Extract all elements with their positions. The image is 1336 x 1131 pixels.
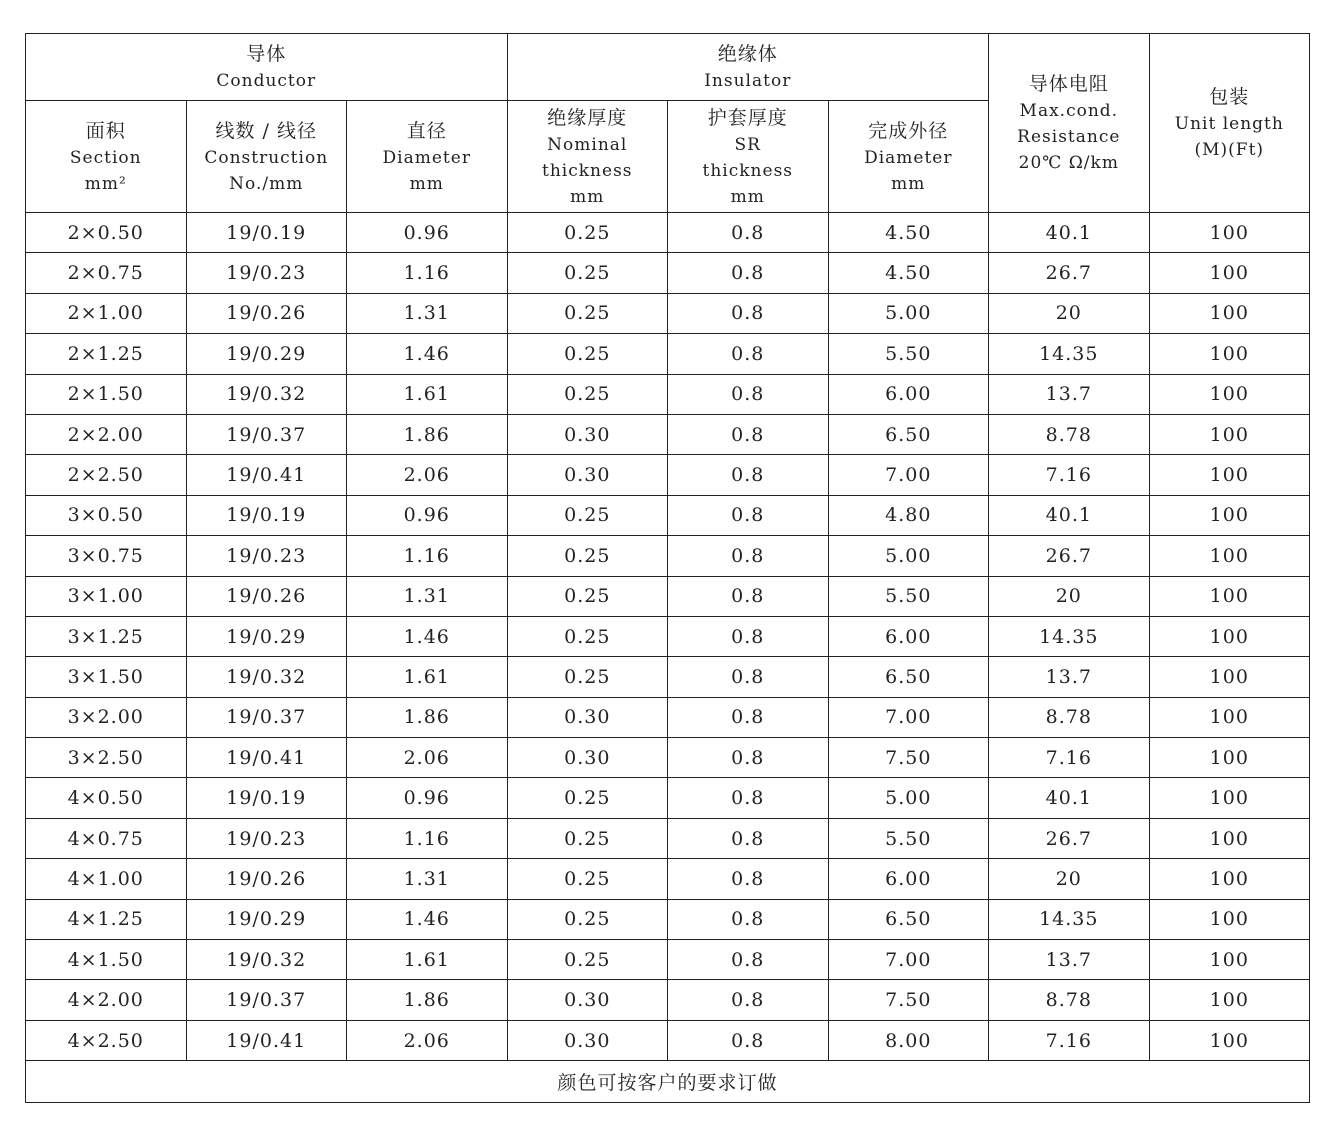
- sheath-thickness-cell: 0.8: [668, 657, 829, 697]
- diameter-header: [347, 101, 508, 213]
- section-cell: 4×2.50: [26, 1020, 187, 1060]
- table-row: [26, 414, 1310, 454]
- construction-cell: 19/0.19: [186, 213, 347, 253]
- insulation-thickness-en-1: Nominal: [547, 134, 628, 155]
- section-cell: 3×0.75: [26, 536, 187, 576]
- table-row: [26, 778, 1310, 818]
- diameter-cell: 1.86: [347, 414, 508, 454]
- diameter-cell: 1.86: [347, 980, 508, 1020]
- resistance-cell: 8.78: [989, 697, 1150, 737]
- package-cell: 100: [1149, 818, 1310, 858]
- resistance-cell: 26.7: [989, 536, 1150, 576]
- construction-cell: 19/0.32: [186, 657, 347, 697]
- section-cell: 2×0.75: [26, 253, 187, 293]
- sheath-thickness-cell: 0.8: [668, 293, 829, 333]
- outer-diameter-cell: 7.00: [828, 940, 989, 980]
- diameter-cell: 1.31: [347, 576, 508, 616]
- resistance-cell: 7.16: [989, 455, 1150, 495]
- diameter-cell: 1.61: [347, 657, 508, 697]
- outer-diameter-cell: 8.00: [828, 1020, 989, 1060]
- diameter-cell: 1.46: [347, 334, 508, 374]
- section-unit: mm²: [84, 173, 127, 194]
- resistance-en-2: Resistance: [1017, 127, 1121, 147]
- package-cell: 100: [1149, 334, 1310, 374]
- conductor-group-header: [26, 34, 508, 101]
- outer-diameter-zh: 完成外径: [868, 119, 949, 142]
- insulation-thickness-cell: 0.25: [507, 374, 668, 414]
- sheath-thickness-cell: 0.8: [668, 697, 829, 737]
- resistance-cell: 13.7: [989, 657, 1150, 697]
- section-cell: 4×1.25: [26, 899, 187, 939]
- table-row: [26, 980, 1310, 1020]
- outer-diameter-cell: 6.50: [828, 414, 989, 454]
- outer-diameter-unit: mm: [891, 173, 926, 194]
- table-row: [26, 616, 1310, 656]
- outer-diameter-cell: 6.00: [828, 374, 989, 414]
- construction-unit: No./mm: [229, 173, 304, 194]
- construction-cell: 19/0.26: [186, 293, 347, 333]
- package-cell: 100: [1149, 738, 1310, 778]
- diameter-cell: 0.96: [347, 495, 508, 535]
- construction-cell: 19/0.29: [186, 334, 347, 374]
- outer-diameter-cell: 5.50: [828, 576, 989, 616]
- sheath-thickness-cell: 0.8: [668, 940, 829, 980]
- sheath-thickness-cell: 0.8: [668, 576, 829, 616]
- insulation-thickness-cell: 0.25: [507, 334, 668, 374]
- package-zh: 包装: [1209, 86, 1250, 108]
- insulation-thickness-cell: 0.25: [507, 576, 668, 616]
- table-row: [26, 576, 1310, 616]
- section-cell: 2×1.50: [26, 374, 187, 414]
- table-row: [26, 455, 1310, 495]
- insulation-thickness-cell: 0.25: [507, 940, 668, 980]
- sheath-thickness-cell: 0.8: [668, 414, 829, 454]
- construction-en: Construction: [204, 147, 329, 168]
- sheath-thickness-cell: 0.8: [668, 1020, 829, 1060]
- construction-cell: 19/0.23: [186, 253, 347, 293]
- sheath-thickness-cell: 0.8: [668, 213, 829, 253]
- sheath-thickness-cell: 0.8: [668, 455, 829, 495]
- resistance-cell: 20: [989, 576, 1150, 616]
- diameter-cell: 2.06: [347, 455, 508, 495]
- outer-diameter-cell: 4.50: [828, 213, 989, 253]
- sheath-thickness-cell: 0.8: [668, 899, 829, 939]
- table-row: [26, 697, 1310, 737]
- diameter-cell: 1.61: [347, 940, 508, 980]
- package-header: [1149, 34, 1310, 213]
- diameter-cell: 1.61: [347, 374, 508, 414]
- resistance-cell: 13.7: [989, 940, 1150, 980]
- insulation-thickness-header: [507, 101, 668, 213]
- package-cell: 100: [1149, 213, 1310, 253]
- insulator-zh: 绝缘体: [717, 43, 778, 65]
- construction-cell: 19/0.26: [186, 576, 347, 616]
- construction-cell: 19/0.29: [186, 899, 347, 939]
- table-row: [26, 1020, 1310, 1060]
- table-row: [26, 940, 1310, 980]
- sheath-thickness-cell: 0.8: [668, 616, 829, 656]
- construction-cell: 19/0.37: [186, 414, 347, 454]
- construction-cell: 19/0.41: [186, 1020, 347, 1060]
- resistance-cell: 20: [989, 293, 1150, 333]
- table-row: [26, 899, 1310, 939]
- outer-diameter-cell: 6.00: [828, 616, 989, 656]
- package-cell: 100: [1149, 980, 1310, 1020]
- insulation-thickness-cell: 0.25: [507, 293, 668, 333]
- insulation-thickness-cell: 0.25: [507, 616, 668, 656]
- custom-color-note: 颜色可按客户的要求订做: [26, 1061, 1310, 1103]
- insulator-en: Insulator: [704, 71, 792, 91]
- package-en-2: (M)(Ft): [1194, 140, 1265, 160]
- insulator-group-header: [507, 34, 989, 101]
- sheath-thickness-cell: 0.8: [668, 253, 829, 293]
- outer-diameter-cell: 6.50: [828, 657, 989, 697]
- construction-cell: 19/0.19: [186, 495, 347, 535]
- insulation-thickness-cell: 0.30: [507, 1020, 668, 1060]
- package-cell: 100: [1149, 293, 1310, 333]
- package-cell: 100: [1149, 495, 1310, 535]
- section-cell: 3×2.00: [26, 697, 187, 737]
- outer-diameter-cell: 5.00: [828, 778, 989, 818]
- resistance-cell: 8.78: [989, 980, 1150, 1020]
- table-row: [26, 213, 1310, 253]
- section-cell: 3×1.50: [26, 657, 187, 697]
- section-cell: 3×1.25: [26, 616, 187, 656]
- resistance-cell: 26.7: [989, 253, 1150, 293]
- section-cell: 4×1.50: [26, 940, 187, 980]
- outer-diameter-cell: 5.00: [828, 293, 989, 333]
- table-row: [26, 738, 1310, 778]
- outer-diameter-cell: 7.50: [828, 980, 989, 1020]
- resistance-cell: 40.1: [989, 213, 1150, 253]
- resistance-cell: 7.16: [989, 1020, 1150, 1060]
- section-cell: 2×0.50: [26, 213, 187, 253]
- construction-cell: 19/0.26: [186, 859, 347, 899]
- outer-diameter-cell: 5.50: [828, 818, 989, 858]
- section-cell: 2×1.25: [26, 334, 187, 374]
- section-cell: 2×2.50: [26, 455, 187, 495]
- table-row: [26, 536, 1310, 576]
- construction-cell: 19/0.23: [186, 818, 347, 858]
- sheath-thickness-cell: 0.8: [668, 980, 829, 1020]
- conductor-en: Conductor: [216, 71, 317, 91]
- package-cell: 100: [1149, 1020, 1310, 1060]
- sheath-thickness-cell: 0.8: [668, 536, 829, 576]
- section-cell: 4×0.50: [26, 778, 187, 818]
- package-cell: 100: [1149, 940, 1310, 980]
- outer-diameter-cell: 4.80: [828, 495, 989, 535]
- sheath-thickness-cell: 0.8: [668, 738, 829, 778]
- section-zh: 面积: [85, 119, 126, 142]
- resistance-cell: 40.1: [989, 778, 1150, 818]
- section-cell: 4×1.00: [26, 859, 187, 899]
- package-cell: 100: [1149, 859, 1310, 899]
- package-cell: 100: [1149, 455, 1310, 495]
- construction-cell: 19/0.37: [186, 697, 347, 737]
- insulation-thickness-cell: 0.25: [507, 536, 668, 576]
- section-en: Section: [69, 147, 142, 168]
- resistance-cell: 14.35: [989, 616, 1150, 656]
- package-cell: 100: [1149, 616, 1310, 656]
- conductor-zh: 导体: [246, 43, 287, 65]
- outer-diameter-cell: 6.00: [828, 859, 989, 899]
- package-cell: 100: [1149, 657, 1310, 697]
- resistance-en-3: 20℃ Ω/km: [1018, 153, 1119, 173]
- insulation-thickness-cell: 0.30: [507, 414, 668, 454]
- sheath-thickness-cell: 0.8: [668, 859, 829, 899]
- resistance-cell: 7.16: [989, 738, 1150, 778]
- section-cell: 4×0.75: [26, 818, 187, 858]
- diameter-cell: 1.16: [347, 818, 508, 858]
- package-cell: 100: [1149, 253, 1310, 293]
- resistance-en-1: Max.cond.: [1019, 101, 1119, 121]
- insulation-thickness-cell: 0.30: [507, 697, 668, 737]
- diameter-cell: 1.16: [347, 536, 508, 576]
- section-cell: 3×0.50: [26, 495, 187, 535]
- table-row: [26, 293, 1310, 333]
- package-cell: 100: [1149, 576, 1310, 616]
- diameter-cell: 2.06: [347, 1020, 508, 1060]
- construction-zh: 线数 / 线径: [215, 119, 317, 142]
- insulation-thickness-cell: 0.25: [507, 657, 668, 697]
- section-cell: 3×1.00: [26, 576, 187, 616]
- insulation-thickness-cell: 0.25: [507, 859, 668, 899]
- package-cell: 100: [1149, 374, 1310, 414]
- table-body: [26, 213, 1310, 1061]
- insulation-thickness-unit: mm: [570, 186, 605, 207]
- construction-header: [186, 101, 347, 213]
- sheath-thickness-cell: 0.8: [668, 778, 829, 818]
- diameter-cell: 1.86: [347, 697, 508, 737]
- table-row: [26, 253, 1310, 293]
- package-en-1: Unit length: [1174, 114, 1284, 134]
- resistance-cell: 20: [989, 859, 1150, 899]
- resistance-zh: 导体电阻: [1028, 73, 1109, 95]
- sheath-thickness-cell: 0.8: [668, 818, 829, 858]
- diameter-cell: 1.31: [347, 293, 508, 333]
- diameter-en: Diameter: [382, 147, 471, 168]
- section-cell: 2×2.00: [26, 414, 187, 454]
- table-row: [26, 495, 1310, 535]
- table-row: [26, 657, 1310, 697]
- diameter-cell: 1.46: [347, 616, 508, 656]
- construction-cell: 19/0.29: [186, 616, 347, 656]
- construction-cell: 19/0.37: [186, 980, 347, 1020]
- sheath-thickness-unit: mm: [730, 186, 765, 207]
- sheath-thickness-en-1: SR: [734, 134, 761, 155]
- table-row: [26, 334, 1310, 374]
- section-cell: 4×2.00: [26, 980, 187, 1020]
- sheath-thickness-cell: 0.8: [668, 495, 829, 535]
- diameter-unit: mm: [409, 173, 444, 194]
- insulation-thickness-cell: 0.25: [507, 495, 668, 535]
- package-cell: 100: [1149, 414, 1310, 454]
- construction-cell: 19/0.23: [186, 536, 347, 576]
- diameter-cell: 1.46: [347, 899, 508, 939]
- insulation-thickness-cell: 0.25: [507, 818, 668, 858]
- diameter-cell: 0.96: [347, 213, 508, 253]
- insulation-thickness-zh: 绝缘厚度: [547, 106, 628, 129]
- package-cell: 100: [1149, 697, 1310, 737]
- insulation-thickness-cell: 0.30: [507, 738, 668, 778]
- resistance-cell: 26.7: [989, 818, 1150, 858]
- sheath-thickness-header: [668, 101, 829, 213]
- resistance-header: [989, 34, 1150, 213]
- table-row: [26, 818, 1310, 858]
- diameter-zh: 直径: [406, 119, 447, 142]
- table-row: [26, 859, 1310, 899]
- resistance-cell: 8.78: [989, 414, 1150, 454]
- outer-diameter-cell: 4.50: [828, 253, 989, 293]
- insulation-thickness-cell: 0.25: [507, 778, 668, 818]
- sheath-thickness-en-2: thickness: [702, 160, 794, 181]
- sheath-thickness-zh: 护套厚度: [707, 106, 788, 129]
- package-cell: 100: [1149, 536, 1310, 576]
- construction-cell: 19/0.32: [186, 374, 347, 414]
- construction-cell: 19/0.19: [186, 778, 347, 818]
- outer-diameter-cell: 6.50: [828, 899, 989, 939]
- diameter-cell: 1.16: [347, 253, 508, 293]
- table-row: [26, 374, 1310, 414]
- outer-diameter-cell: 7.00: [828, 455, 989, 495]
- package-cell: 100: [1149, 778, 1310, 818]
- section-header: [26, 101, 187, 213]
- cable-spec-table: [25, 33, 1310, 1103]
- package-cell: 100: [1149, 899, 1310, 939]
- resistance-cell: 40.1: [989, 495, 1150, 535]
- insulation-thickness-en-2: thickness: [542, 160, 633, 181]
- diameter-cell: 0.96: [347, 778, 508, 818]
- outer-diameter-en: Diameter: [864, 147, 953, 168]
- outer-diameter-cell: 7.50: [828, 738, 989, 778]
- outer-diameter-header: [828, 101, 989, 213]
- construction-cell: 19/0.41: [186, 455, 347, 495]
- insulation-thickness-cell: 0.30: [507, 455, 668, 495]
- insulation-thickness-cell: 0.25: [507, 899, 668, 939]
- sheath-thickness-cell: 0.8: [668, 334, 829, 374]
- outer-diameter-cell: 5.50: [828, 334, 989, 374]
- resistance-cell: 14.35: [989, 334, 1150, 374]
- outer-diameter-cell: 7.00: [828, 697, 989, 737]
- insulation-thickness-cell: 0.25: [507, 213, 668, 253]
- section-cell: 2×1.00: [26, 293, 187, 333]
- construction-cell: 19/0.32: [186, 940, 347, 980]
- sheath-thickness-cell: 0.8: [668, 374, 829, 414]
- insulation-thickness-cell: 0.25: [507, 253, 668, 293]
- outer-diameter-cell: 5.00: [828, 536, 989, 576]
- section-cell: 3×2.50: [26, 738, 187, 778]
- resistance-cell: 13.7: [989, 374, 1150, 414]
- diameter-cell: 1.31: [347, 859, 508, 899]
- construction-cell: 19/0.41: [186, 738, 347, 778]
- insulation-thickness-cell: 0.30: [507, 980, 668, 1020]
- diameter-cell: 2.06: [347, 738, 508, 778]
- resistance-cell: 14.35: [989, 899, 1150, 939]
